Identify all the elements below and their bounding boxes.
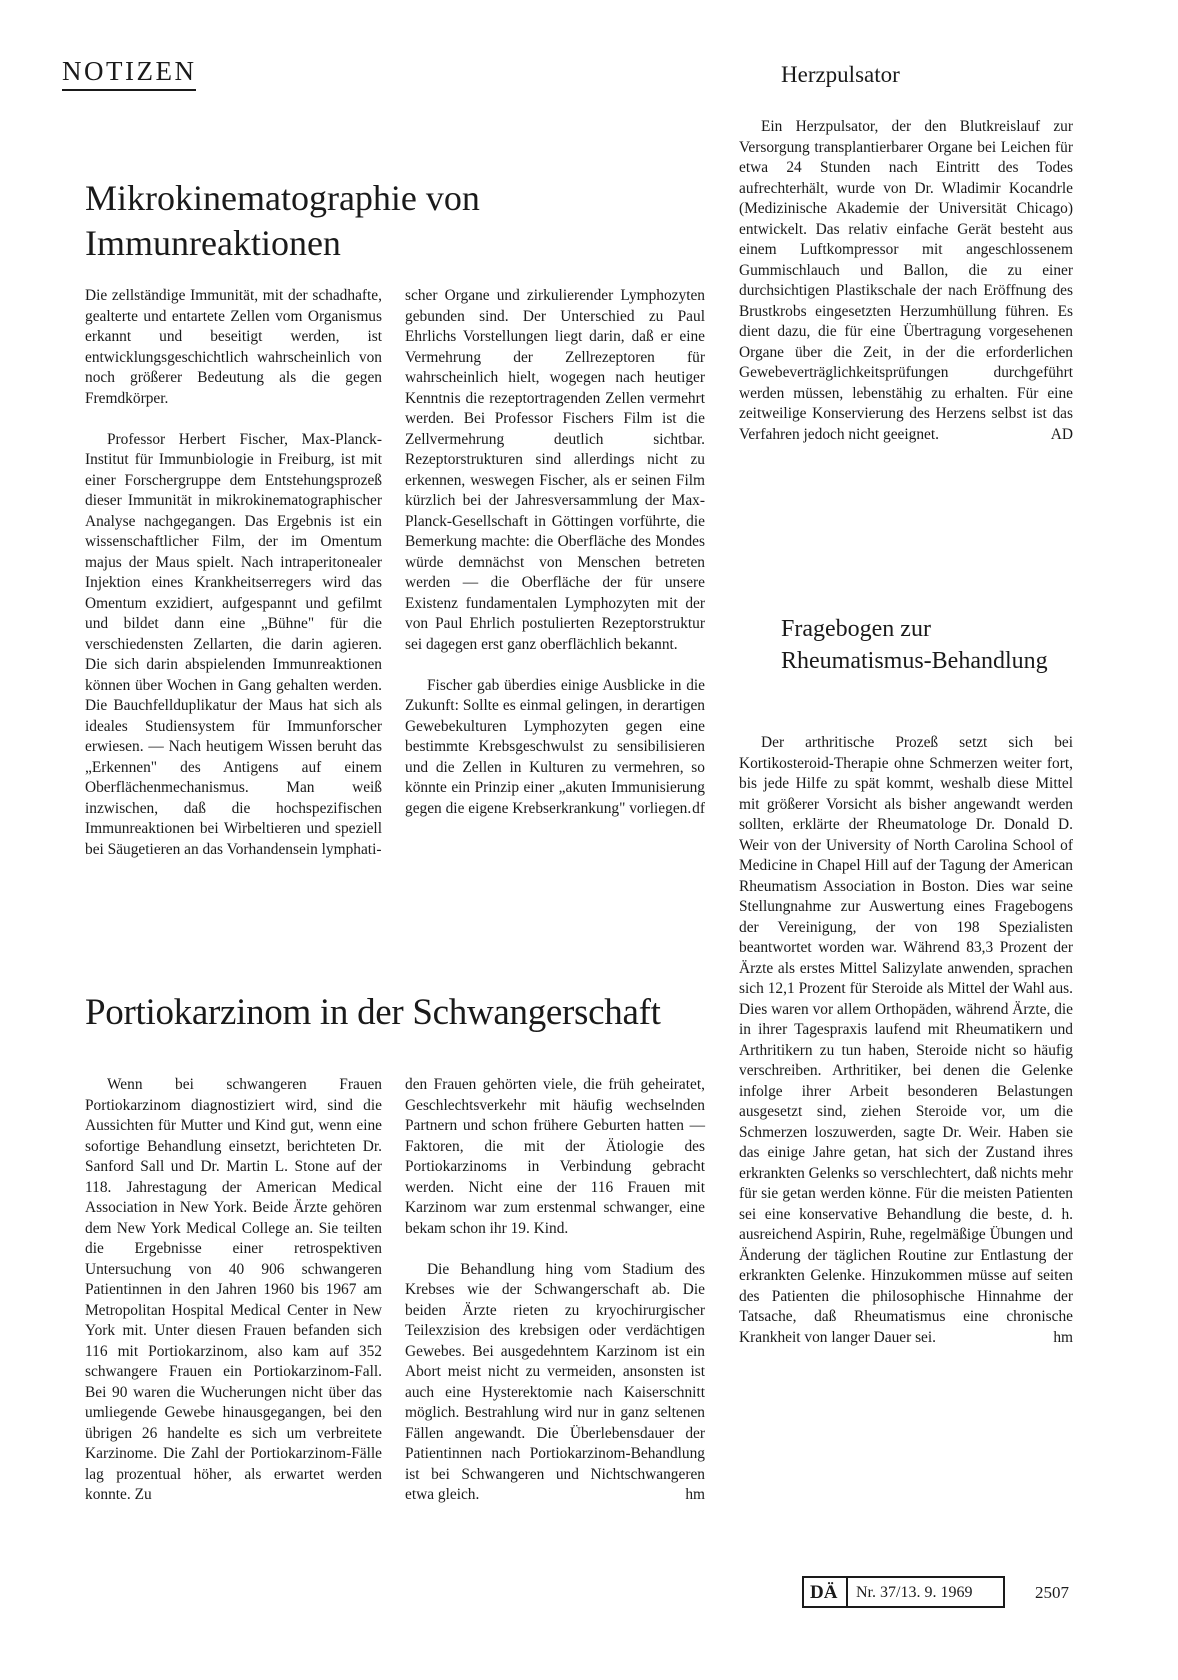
paragraph-with-signature xyxy=(739,117,1073,445)
paragraph-with-signature xyxy=(405,676,705,820)
article-title-herzpulsator: Herzpulsator xyxy=(781,62,900,87)
paragraph: den Frauen gehörten viele, die früh geheiratet, Geschlechtsverkehr mit häufig wechselnden Partnern und schon frühere Geburten hatten — Faktoren, die mit der Ätiologie des Portiokarzinoms in Verbindung gebracht werden. Nicht eine der 116 Frauen mit Karzinom war zum erstenmal schwanger, eine bekam schon ihr 19. Kind. xyxy=(405,1076,705,1237)
paragraph-text: Die Behandlung hing vom Stadium des Krebses wie der Schwangerschaft ab. Die beiden Ärzte rieten zu kryochirurgischer Teilexzision des krebsigen oder verdächtigen Gewebes. Bei ausgedehntem Karzinom ist ein Abort meist nicht zu vermeiden, ansonsten ist auch eine Hysterektomie nach Kaiserschnitt möglich. Bestrahlung wird nur in ganz seltenen Fällen angewandt. Die Überlebensdauer der Patientinnen nach Portiokarzinom-Behandlung ist bei Schwangeren und Nichtschwangeren etwa gleich. xyxy=(405,1260,705,1503)
article-column-frage xyxy=(739,733,1073,1348)
article-column-herz xyxy=(739,117,1073,445)
paragraph-with-signature xyxy=(739,733,1073,1348)
paragraph: Wenn bei schwangeren Frauen Portiokarzinom diagnostiziert wird, sind die Aussichten für Mutter und Kind gut, wenn eine sofortige Behandlung einsetzt, berichteten Dr. Sanford Sall und Dr. Martin L. Stone auf der 118. Jahrestagung der American Medical Association in New York. Beide Ärzte gehören dem New York Medical College an. Sie teilten die Ergebnisse einer retrospektiven Untersuchung von 40 906 schwangeren Patientinnen in den Jahren 1960 bis 1967 am Metropolitan Hospital Medical Center in New York mit. Unter diesen Frauen befanden sich 116 mit Portiokarzinom, also kam auf 352 schwangere Frauen ein Portiokarzinom-Fall. Bei 90 waren die Wucherungen nicht über das umliegende Gewebe hinausgegangen, bei den übrigen 26 handelte es sich um verbreitete Karzinome. Die Zahl der Portiokarzinom-Fälle lag prozentual höher, als erwartet werden konnte. Zu xyxy=(85,1076,382,1503)
page-number: 2507 xyxy=(1035,1583,1069,1602)
author-signature: df xyxy=(692,799,705,817)
paragraph: Professor Herbert Fischer, Max-Planck-Institut für Immunbiologie in Freiburg, ist mit einer Forschergruppe dem Entstehungsprozeß dieser Immunität in mikrokinematographischer Analyse nachgegangen. Das Ergebnis ist ein wissenschaftlicher Film, der im Omentum majus der Maus spielt. Nach intraperitonealer Injektion eines Krankheitserregers wird das Omentum exzidiert, aufgespannt und gefilmt und bildet dann eine „Bühne" für die verschiedensten Zellarten, die darin agieren. Die sich darin abspielenden Immunreaktionen können über Wochen in Gang gehalten werden. Die Bauchfellduplikatur der Maus hat sich als ideales Studiensystem für Immunforscher erwiesen. — Nach heutigem Wissen beruht das „Erkennen" des Antigens auf einem Oberflächenmechanismus. Man weiß inzwischen, daß die hochspezifischen Immunreaktionen bei Wirbeltieren und speziell bei Säugetieren an das Vorhandensein lymphati- xyxy=(85,430,382,858)
author-signature: AD xyxy=(1050,425,1073,443)
author-signature: hm xyxy=(1053,1328,1073,1346)
paragraph: Die zellständige Immunität, mit der schadhafte, gealterte und entartete Zellen vom Organismus erkannt und beseitigt werden, ist entwicklungsgeschichtlich wahrscheinlich von noch größerer Bedeutung als die gegen Fremdkörper. xyxy=(85,287,382,407)
divider xyxy=(846,1578,848,1606)
issue-box xyxy=(802,1576,1005,1608)
paragraph-text: Der arthritische Prozeß setzt sich bei Kortikosteroid-Therapie ohne Schmerzen weiter fort, bis jede Hilfe zu spät kommt, weshalb diese Mittel mit größerer Vorsicht als bisher angewandt werden sollten, erklärte der Rheumatologe Dr. Donald D. Weir von der University of North Carolina School of Medicine in Chapel Hill auf der Tagung der American Rheumatism Association in Boston. Dies war seine Stellungnahme zur Auswertung eines Fragebogens der Vereinigung, der von 198 Spezialisten beantwortet worden war. Während 83,3 Prozent der Ärzte als erstes Mittel Salizylate anwenden, sprachen sich 12,1 Prozent für Steroide als Mittel der Wahl aus. Dies waren vor allem Orthopäden, während Ärzte, die in ihrer Tagespraxis laufend mit Rheumatikern und Arthritikern zu tun haben, Steroide nicht so häufig verschreiben. Arthritiker, bei denen die Gelenke infolge ihrer Arbeit besonderen Belastungen ausgesetzt sind, ziehen Steroide vor, um die Schmerzen loszuwerden, sagte Dr. Weir. Haben sie das einige Jahre getan, hat sich der Zustand ihres erkrankten Gelenks so verschlechtert, daß nichts mehr für sie getan werden könne. Für die meisten Patienten sei eine konservative Behandlung die beste, d. h. ausreichend Aspirin, Ruhe, regelmäßige Übungen und Änderung der täglichen Routine zur Entlastung der erkrankten Gelenke. Hinzukommen müsse auf seiten des Patienten die philosophische Hinnahme der Tatsache, daß Rheumatismus eine chronische Krankheit von langer Dauer sei. xyxy=(739,734,1073,1346)
author-signature: hm xyxy=(685,1486,705,1503)
article-title-mikrokinematographie: Mikrokinematographie von Immunreaktionen xyxy=(85,178,480,263)
article-column-portio-2 xyxy=(405,1075,705,1506)
paragraph-text: Ein Herzpulsator, der den Blutkreislauf zur Versorgung transplantierbarer Organe bei Leichen für etwa 24 Stunden nach Eintritt des Todes aufrechterhält, wurde von Dr. Wladimir Kocandrle (Medizinische Akademie der Universität Chicago) entwickelt. Das relativ einfache Gerät besteht aus einem Luftkompressor mit angeschlossenem Gummischlauch und Ballon, die zu einer durchsichtigen Plastikschale der nach Eröffnung des Brustkrobs eingesetzten Herzumhüllung führen. Es dient dazu, die für eine Übertragung vorgesehenen Organe über die Zeit, in der die erforderlichen Gewebeverträglichkeitsprüfungen durchgeführt werden müssen, lebenstähig zu erhalten. Für eine zeitweilige Konservierung des Herzens selbst ist das Verfahren jedoch nicht geeignet. xyxy=(739,118,1073,443)
paragraph-with-signature xyxy=(405,1260,705,1506)
paragraph: scher Organe und zirkulierender Lymphozyten gebunden sind. Der Unterschied zu Paul Ehrlichs Vorstellungen liegt darin, daß er eine Vermehrung der Zellrezeptoren für wahrscheinlich hielt, wogegen nach heutiger Kenntnis die rezeptortragenden Zellen vermehrt werden. Bei Professor Fischers Film ist die Zellvermehrung deutlich sichtbar. Rezeptorstrukturen sind allerdings nicht zu erkennen, weswegen Fischer, als er seinen Film kürzlich bei der Jahresversammlung der Max-Planck-Gesellschaft in Göttingen vorführte, die Bemerkung machte: die Oberfläche des Mondes würde demnächst von Menschen betreten werden — die Oberfläche der für unsere Existenz fundamentalen Lymphozyten mit der von Paul Ehrlich postulierten Rezeptorstruktur sei dagegen erst ganz oberflächlich bekannt. xyxy=(405,287,705,653)
article-column-mikro-2 xyxy=(405,286,705,819)
article-column-mikro-1 xyxy=(85,286,382,860)
paragraph-text: Fischer gab überdies einige Ausblicke in die Zukunft: Sollte es einmal gelingen, in derartigen Gewebekulturen Lymphozyten gegen eine bestimmte Krebsgeschwulst zu sensibilisieren und die Zellen in Kulturen zu vermehren, so könnte ein Prinzip einer „akuten Immunisierung gegen die eigene Krebserkrankung" vorliegen. xyxy=(405,676,705,817)
article-column-portio-1 xyxy=(85,1075,382,1506)
section-underline xyxy=(62,89,196,91)
section-label: NOTIZEN xyxy=(62,56,197,86)
issue-info: Nr. 37/13. 9. 1969 xyxy=(856,1584,973,1601)
article-title-portiokarzinom: Portiokarzinom in der Schwangerschaft xyxy=(85,992,661,1033)
journal-logo: DÄ xyxy=(810,1582,838,1603)
article-title-fragebogen: Fragebogen zur Rheumatismus-Behandlung xyxy=(781,616,1048,674)
